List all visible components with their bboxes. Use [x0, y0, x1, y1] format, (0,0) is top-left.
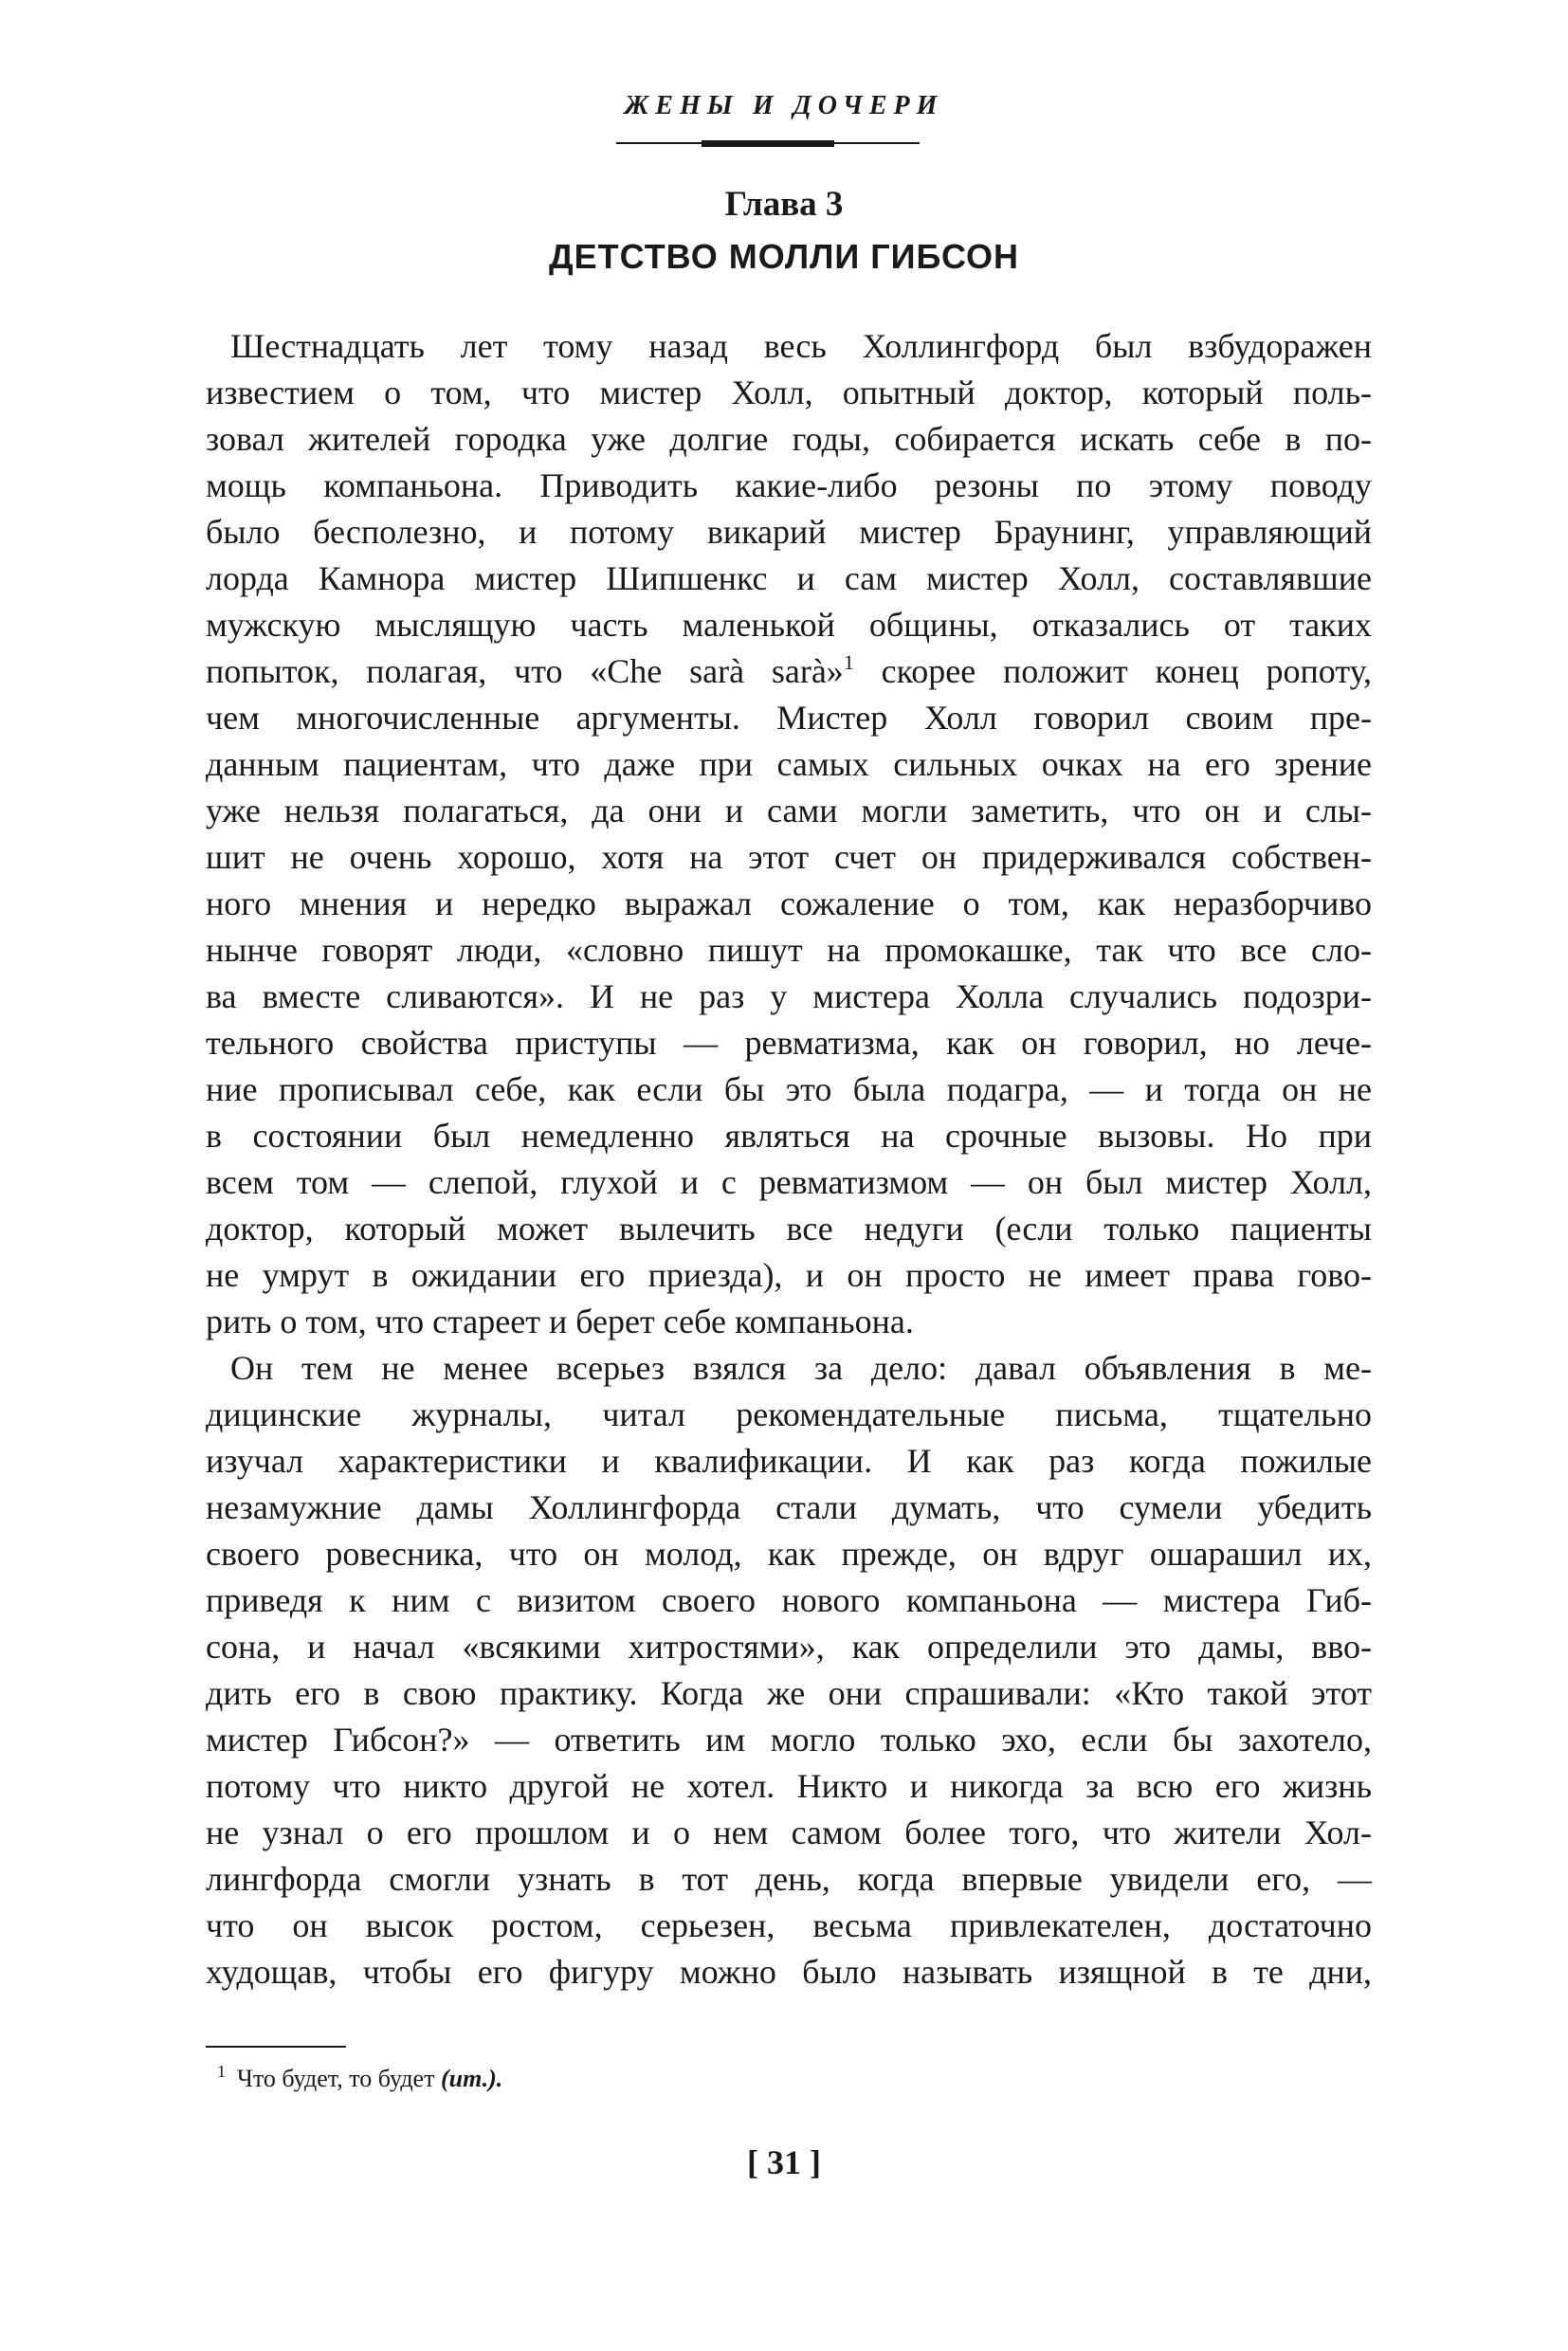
running-head-rule-accent	[702, 140, 834, 147]
chapter-title: ДЕТСТВО МОЛЛИ ГИБСОН	[548, 237, 1020, 276]
footnote	[217, 2062, 502, 2093]
line-text: скорее положит конец ропоту,	[853, 652, 1372, 690]
footnote-number: 1	[217, 2062, 226, 2081]
footnote-text: Что будет, то будет	[237, 2065, 441, 2092]
paragraph-line: дить его в свою практику. Когда же они спрашивали: «Кто такой этот	[206, 1674, 1372, 1712]
paragraph-line: потому что никто другой не хотел. Никто и никогда за всю его жизнь	[206, 1767, 1372, 1805]
paragraph-line: тельного свойства приступы — ревматизма, как он говорил, но лече-	[206, 1024, 1372, 1062]
paragraph-line: всем том — слепой, глухой и с ревматизмом — он был мистер Холл,	[206, 1163, 1372, 1201]
paragraph-line: известием о том, что мистер Холл, опытный доктор, который поль-	[206, 374, 1372, 411]
paragraph-line: приведя к ним с визитом своего нового компаньона — мистера Гиб-	[206, 1581, 1372, 1619]
paragraph-line: данным пациентам, что даже при самых сильных очках на его зрение	[206, 745, 1372, 783]
line-text: попыток, полагая, что «Che sarà sarà»	[206, 652, 844, 690]
paragraph-line: худощав, чтобы его фигуру можно было называть изящной в те дни,	[206, 1953, 1372, 1991]
paragraph-line: дицинские журналы, читал рекомендательные письма, тщательно	[206, 1395, 1372, 1433]
paragraph-line: ного мнения и нередко выражал сожаление о том, как неразборчиво	[206, 884, 1372, 922]
paragraph-line: сона, и начал «всякими хитростями», как определили это дамы, вво-	[206, 1628, 1372, 1666]
body-text	[206, 323, 1372, 1996]
paragraph-line: в состоянии был немедленно являться на срочные вызовы. Но при	[206, 1117, 1372, 1155]
paragraph-line: ние прописывал себе, как если бы это была подагра, — и тогда он не	[206, 1070, 1372, 1108]
paragraph-line: Шестнадцать лет тому назад весь Холлингфорд был взбудоражен	[230, 327, 1372, 365]
paragraph-line: мужскую мыслящую часть маленькой общины, отказались от таких	[206, 606, 1372, 644]
paragraph-line: было бесполезно, и потому викарий мистер Браунинг, управляющий	[206, 513, 1372, 551]
paragraph-line: не умрут в ожидании его приезда), и он просто не имеет права гово-	[206, 1256, 1372, 1294]
running-head: ЖЕНЫ И ДОЧЕРИ	[624, 91, 944, 120]
paragraph-line: не узнал о его прошлом и о нем самом более того, что жители Хол-	[206, 1813, 1372, 1851]
footnote-language-note: (ит.).	[440, 2065, 503, 2092]
paragraph-line: своего ровесника, что он молод, как прежде, он вдруг ошарашил их,	[206, 1535, 1372, 1573]
paragraph-line: лингфорда смогли узнать в тот день, когда впервые увидели его, —	[206, 1860, 1372, 1898]
paragraph-line	[206, 648, 1372, 695]
paragraph-line: мощь компаньона. Приводить какие-либо резоны по этому поводу	[206, 466, 1372, 504]
paragraph-line: уже нельзя полагаться, да они и сами могли заметить, что он и слы-	[206, 792, 1372, 829]
paragraph-line: доктор, который может вылечить все недуги (если только пациенты	[206, 1210, 1372, 1248]
paragraph-line: зовал жителей городка уже долгие годы, собирается искать себе в по-	[206, 420, 1372, 458]
paragraph-line: ва вместе сливаются». И не раз у мистера Холла случались подозри-	[206, 977, 1372, 1015]
paragraph-line: мистер Гибсон?» — ответить им могло только эхо, если бы захотело,	[206, 1721, 1372, 1759]
paragraph-line: нынче говорят люди, «словно пишут на промокашке, так что все сло-	[206, 931, 1372, 969]
paragraph-line: рить о том, что стареет и берет себе компаньона.	[206, 1303, 914, 1340]
paragraph-line: что он высок ростом, серьезен, весьма привлекателен, достаточно	[206, 1906, 1372, 1944]
paragraph-line: Он тем не менее всерьез взялся за дело: давал объявления в ме-	[230, 1349, 1372, 1387]
paragraph-line: чем многочисленные аргументы. Мистер Холл говорил своим пре-	[206, 699, 1372, 737]
paragraph-line: изучал характеристики и квалификации. И как раз когда пожилые	[206, 1442, 1372, 1480]
page-number: [ 31 ]	[747, 2143, 821, 2181]
paragraph-line: шит не очень хорошо, хотя на этот счет он придерживался собствен-	[206, 838, 1372, 876]
footnote-divider	[206, 2046, 346, 2048]
footnote-mark: 1	[843, 650, 854, 674]
paragraph-line: лорда Камнора мистер Шипшенкс и сам мистер Холл, составлявшие	[206, 559, 1372, 597]
chapter-number: Глава 3	[724, 185, 844, 224]
paragraph-line: незамужние дамы Холлингфорда стали думать, что сумели убедить	[206, 1488, 1372, 1526]
